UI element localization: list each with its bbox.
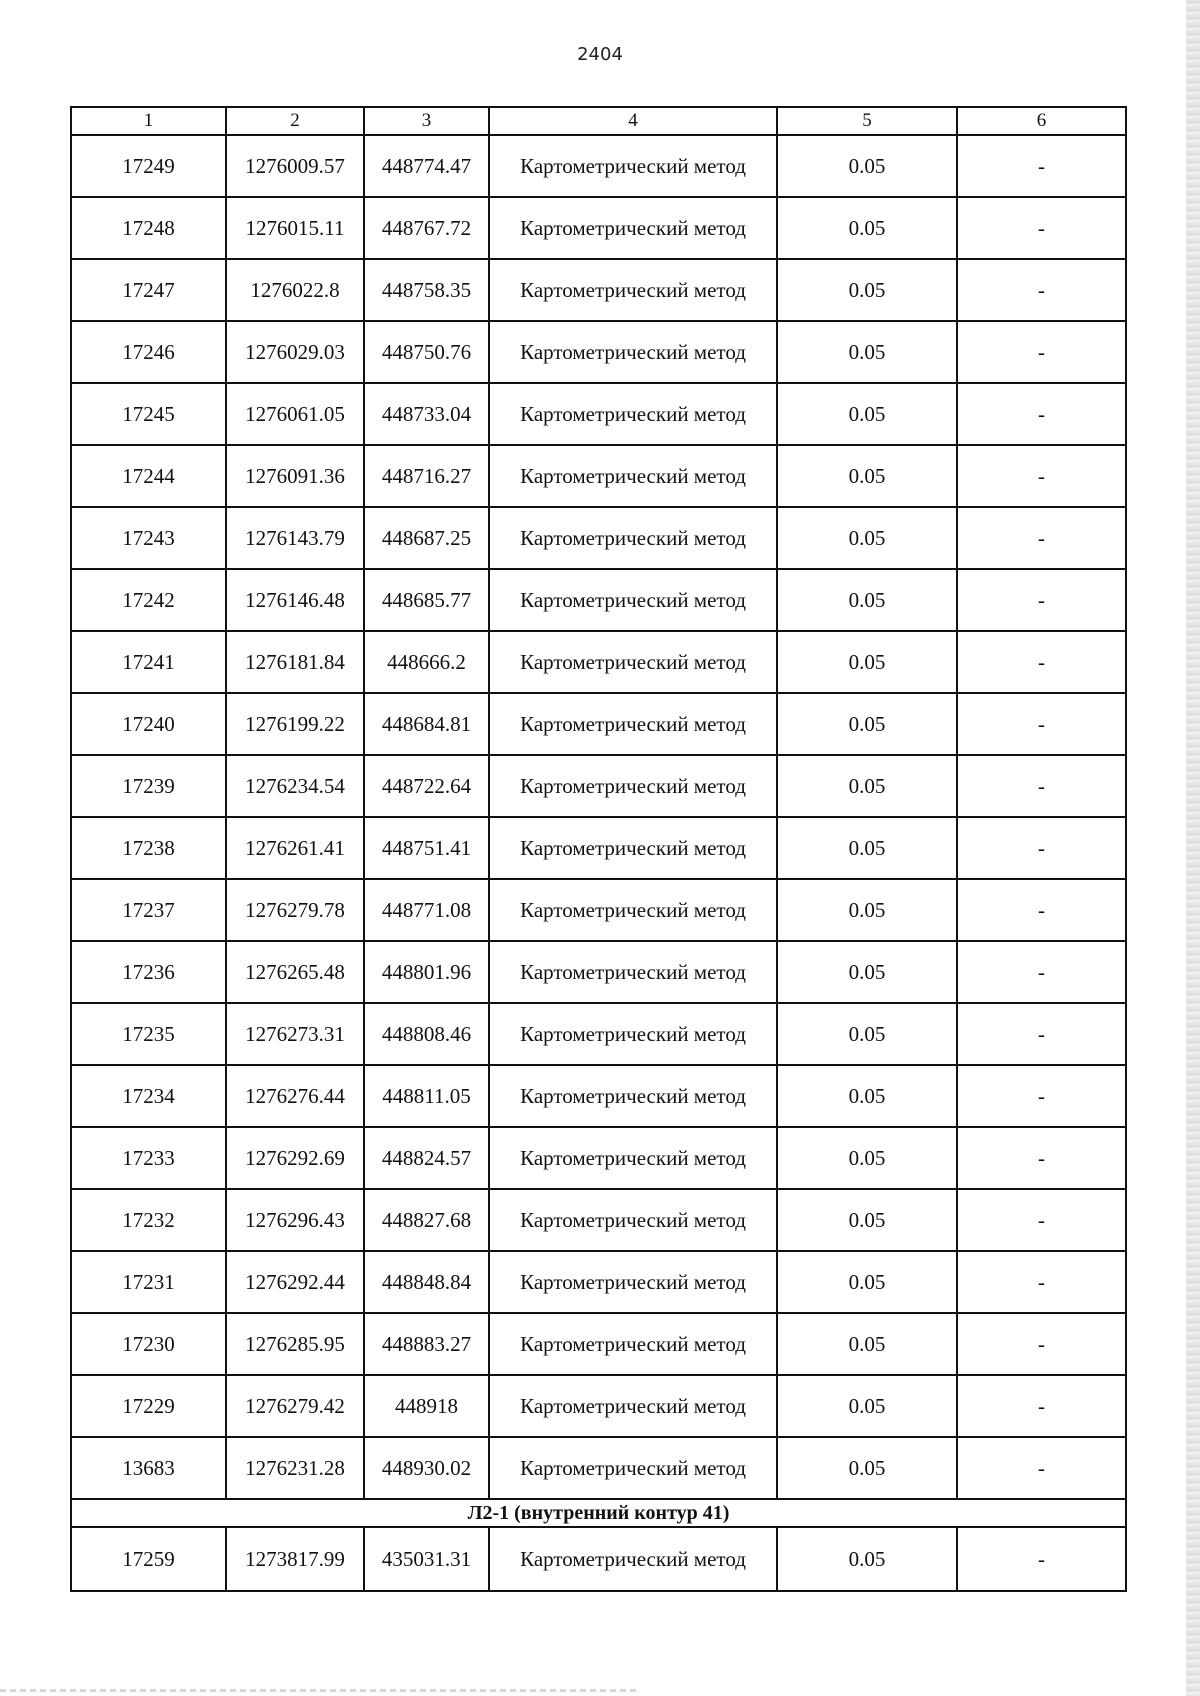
table-row [71,1437,1126,1499]
column-header-5: 5 [777,107,957,135]
y-coordinate-cell: 448767.72 [364,197,489,259]
x-coordinate-cell: 1276146.48 [226,569,364,631]
point-number-cell: 17248 [71,197,226,259]
scan-bottom-artifact [0,1689,640,1692]
accuracy-cell: 0.05 [777,569,957,631]
column-header-2: 2 [226,107,364,135]
accuracy-cell: 0.05 [777,1127,957,1189]
table-row [71,631,1126,693]
table-row [71,321,1126,383]
method-cell: Картометрический метод [489,1003,777,1065]
x-coordinate-cell: 1276199.22 [226,693,364,755]
y-coordinate-cell: 448824.57 [364,1127,489,1189]
note-cell: - [957,1189,1126,1251]
method-cell: Картометрический метод [489,1127,777,1189]
table-row [71,259,1126,321]
x-coordinate-cell: 1276029.03 [226,321,364,383]
method-cell: Картометрический метод [489,693,777,755]
table-row [71,135,1126,197]
method-cell: Картометрический метод [489,1251,777,1313]
x-coordinate-cell: 1276143.79 [226,507,364,569]
note-cell: - [957,693,1126,755]
accuracy-cell: 0.05 [777,1189,957,1251]
x-coordinate-cell: 1276091.36 [226,445,364,507]
note-cell: - [957,569,1126,631]
table-row [71,507,1126,569]
method-cell: Картометрический метод [489,1065,777,1127]
accuracy-cell: 0.05 [777,1003,957,1065]
y-coordinate-cell: 448801.96 [364,941,489,1003]
note-cell: - [957,1527,1126,1591]
accuracy-cell: 0.05 [777,941,957,1003]
y-coordinate-cell: 448684.81 [364,693,489,755]
note-cell: - [957,1313,1126,1375]
accuracy-cell: 0.05 [777,507,957,569]
note-cell: - [957,197,1126,259]
y-coordinate-cell: 448758.35 [364,259,489,321]
point-number-cell: 17244 [71,445,226,507]
accuracy-cell: 0.05 [777,1251,957,1313]
note-cell: - [957,1375,1126,1437]
point-number-cell: 17236 [71,941,226,1003]
point-number-cell: 17230 [71,1313,226,1375]
note-cell: - [957,135,1126,197]
column-header-1: 1 [71,107,226,135]
note-cell: - [957,383,1126,445]
table-header [71,107,1126,135]
point-number-cell: 17247 [71,259,226,321]
accuracy-cell: 0.05 [777,879,957,941]
x-coordinate-cell: 1276279.78 [226,879,364,941]
table-row [71,941,1126,1003]
table-row [71,817,1126,879]
method-cell: Картометрический метод [489,569,777,631]
accuracy-cell: 0.05 [777,383,957,445]
coordinates-table [70,106,1127,1592]
table-row [71,1527,1126,1591]
note-cell: - [957,1003,1126,1065]
method-cell: Картометрический метод [489,321,777,383]
accuracy-cell: 0.05 [777,1065,957,1127]
note-cell: - [957,879,1126,941]
y-coordinate-cell: 448827.68 [364,1189,489,1251]
y-coordinate-cell: 448751.41 [364,817,489,879]
point-number-cell: 17240 [71,693,226,755]
point-number-cell: 13683 [71,1437,226,1499]
method-cell: Картометрический метод [489,259,777,321]
table-row [71,879,1126,941]
point-number-cell: 17242 [71,569,226,631]
y-coordinate-cell: 448750.76 [364,321,489,383]
x-coordinate-cell: 1276015.11 [226,197,364,259]
y-coordinate-cell: 435031.31 [364,1527,489,1591]
x-coordinate-cell: 1276009.57 [226,135,364,197]
y-coordinate-cell: 448685.77 [364,569,489,631]
x-coordinate-cell: 1276292.69 [226,1127,364,1189]
method-cell: Картометрический метод [489,197,777,259]
table-row [71,755,1126,817]
point-number-cell: 17229 [71,1375,226,1437]
method-cell: Картометрический метод [489,445,777,507]
accuracy-cell: 0.05 [777,1437,957,1499]
page-number: 2404 [577,44,623,65]
y-coordinate-cell: 448930.02 [364,1437,489,1499]
point-number-cell: 17249 [71,135,226,197]
x-coordinate-cell: 1276292.44 [226,1251,364,1313]
x-coordinate-cell: 1276265.48 [226,941,364,1003]
note-cell: - [957,817,1126,879]
method-cell: Картометрический метод [489,1527,777,1591]
method-cell: Картометрический метод [489,383,777,445]
y-coordinate-cell: 448687.25 [364,507,489,569]
x-coordinate-cell: 1276276.44 [226,1065,364,1127]
point-number-cell: 17243 [71,507,226,569]
note-cell: - [957,507,1126,569]
x-coordinate-cell: 1276181.84 [226,631,364,693]
point-number-cell: 17246 [71,321,226,383]
method-cell: Картометрический метод [489,1375,777,1437]
table-row [71,1313,1126,1375]
accuracy-cell: 0.05 [777,1375,957,1437]
note-cell: - [957,259,1126,321]
note-cell: - [957,445,1126,507]
x-coordinate-cell: 1276279.42 [226,1375,364,1437]
column-header-3: 3 [364,107,489,135]
y-coordinate-cell: 448771.08 [364,879,489,941]
accuracy-cell: 0.05 [777,755,957,817]
accuracy-cell: 0.05 [777,1527,957,1591]
section-title: Л2-1 (внутренний контур 41) [71,1499,1126,1527]
table-row [71,693,1126,755]
table-row [71,1127,1126,1189]
point-number-cell: 17239 [71,755,226,817]
note-cell: - [957,1065,1126,1127]
method-cell: Картометрический метод [489,941,777,1003]
table-body [71,135,1126,1591]
method-cell: Картометрический метод [489,1189,777,1251]
x-coordinate-cell: 1276022.8 [226,259,364,321]
method-cell: Картометрический метод [489,1437,777,1499]
table-row [71,383,1126,445]
point-number-cell: 17241 [71,631,226,693]
point-number-cell: 17238 [71,817,226,879]
note-cell: - [957,631,1126,693]
note-cell: - [957,941,1126,1003]
accuracy-cell: 0.05 [777,259,957,321]
x-coordinate-cell: 1276285.95 [226,1313,364,1375]
point-number-cell: 17235 [71,1003,226,1065]
x-coordinate-cell: 1276261.41 [226,817,364,879]
point-number-cell: 17232 [71,1189,226,1251]
accuracy-cell: 0.05 [777,693,957,755]
y-coordinate-cell: 448666.2 [364,631,489,693]
y-coordinate-cell: 448918 [364,1375,489,1437]
table-row [71,1375,1126,1437]
method-cell: Картометрический метод [489,135,777,197]
scan-edge-artifact [1186,0,1200,1696]
x-coordinate-cell: 1276273.31 [226,1003,364,1065]
accuracy-cell: 0.05 [777,197,957,259]
table-row [71,1003,1126,1065]
y-coordinate-cell: 448716.27 [364,445,489,507]
note-cell: - [957,321,1126,383]
accuracy-cell: 0.05 [777,817,957,879]
y-coordinate-cell: 448774.47 [364,135,489,197]
table-row [71,445,1126,507]
point-number-cell: 17231 [71,1251,226,1313]
method-cell: Картометрический метод [489,1313,777,1375]
accuracy-cell: 0.05 [777,135,957,197]
note-cell: - [957,1127,1126,1189]
accuracy-cell: 0.05 [777,445,957,507]
point-number-cell: 17245 [71,383,226,445]
x-coordinate-cell: 1276234.54 [226,755,364,817]
table-row [71,1189,1126,1251]
y-coordinate-cell: 448811.05 [364,1065,489,1127]
note-cell: - [957,1437,1126,1499]
section-row [71,1499,1126,1527]
method-cell: Картометрический метод [489,507,777,569]
header-row [71,107,1126,135]
y-coordinate-cell: 448733.04 [364,383,489,445]
method-cell: Картометрический метод [489,755,777,817]
accuracy-cell: 0.05 [777,321,957,383]
method-cell: Картометрический метод [489,631,777,693]
table-row [71,197,1126,259]
accuracy-cell: 0.05 [777,1313,957,1375]
point-number-cell: 17233 [71,1127,226,1189]
x-coordinate-cell: 1276231.28 [226,1437,364,1499]
accuracy-cell: 0.05 [777,631,957,693]
y-coordinate-cell: 448883.27 [364,1313,489,1375]
table-row [71,1251,1126,1313]
x-coordinate-cell: 1276296.43 [226,1189,364,1251]
x-coordinate-cell: 1273817.99 [226,1527,364,1591]
note-cell: - [957,1251,1126,1313]
y-coordinate-cell: 448848.84 [364,1251,489,1313]
column-header-4: 4 [489,107,777,135]
point-number-cell: 17234 [71,1065,226,1127]
method-cell: Картометрический метод [489,817,777,879]
note-cell: - [957,755,1126,817]
column-header-6: 6 [957,107,1126,135]
y-coordinate-cell: 448722.64 [364,755,489,817]
table-row [71,569,1126,631]
table-row [71,1065,1126,1127]
x-coordinate-cell: 1276061.05 [226,383,364,445]
method-cell: Картометрический метод [489,879,777,941]
point-number-cell: 17259 [71,1527,226,1591]
y-coordinate-cell: 448808.46 [364,1003,489,1065]
point-number-cell: 17237 [71,879,226,941]
